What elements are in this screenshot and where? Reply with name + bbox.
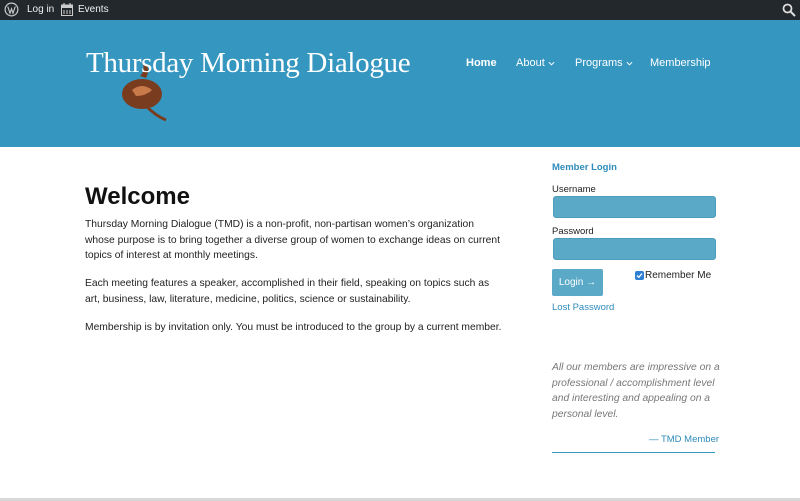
calendar-icon[interactable] [61,3,73,16]
testimonial-quote: All our members are impressive on a professional / accomplishment level and interesting and appealing on a personal level. [552,362,720,421]
remember-me-label[interactable]: Remember Me [645,270,712,281]
nav-about-label: About [516,57,545,69]
search-icon[interactable] [782,3,796,17]
password-label: Password [552,226,594,237]
nav-programs[interactable] [575,57,633,69]
site-title[interactable]: Thursday Morning Dialogue [86,47,411,79]
events-link[interactable]: Events [78,4,109,15]
meetings-paragraph: Each meeting features a speaker, accomplished in their field, speaking on topics such as art, business, law, literature, medicine, politics, science or sustainability. [85,278,490,305]
username-input[interactable] [553,196,716,218]
login-button[interactable]: Login → [552,269,603,296]
member-login-title: Member Login [552,162,617,173]
chevron-down-icon [626,60,633,67]
nav-programs-label: Programs [575,57,623,69]
nav-home[interactable]: Home [466,57,497,69]
nav-about[interactable] [516,57,555,69]
chevron-down-icon [548,60,555,67]
lost-password-link[interactable]: Lost Password [552,302,615,313]
username-label: Username [552,184,596,195]
testimonial-cite: — TMD Member [649,434,720,445]
nav-membership[interactable]: Membership [650,57,711,69]
password-input[interactable] [553,238,716,260]
wordpress-icon[interactable] [4,2,19,17]
membership-paragraph: Membership is by invitation only. You must be introduced to the group by a current member. [85,322,502,333]
intro-paragraph: Thursday Morning Dialogue (TMD) is a non-profit, non-partisan women’s organization whose purpose is to bring together a diverse group of women to exchange ideas on current topics of interest at monthly meetings. [85,219,500,261]
admin-bar [0,0,800,20]
divider [552,452,715,453]
page-title: Welcome [85,183,190,210]
login-link[interactable]: Log in [27,4,55,15]
remember-me-checkbox[interactable] [635,271,644,280]
